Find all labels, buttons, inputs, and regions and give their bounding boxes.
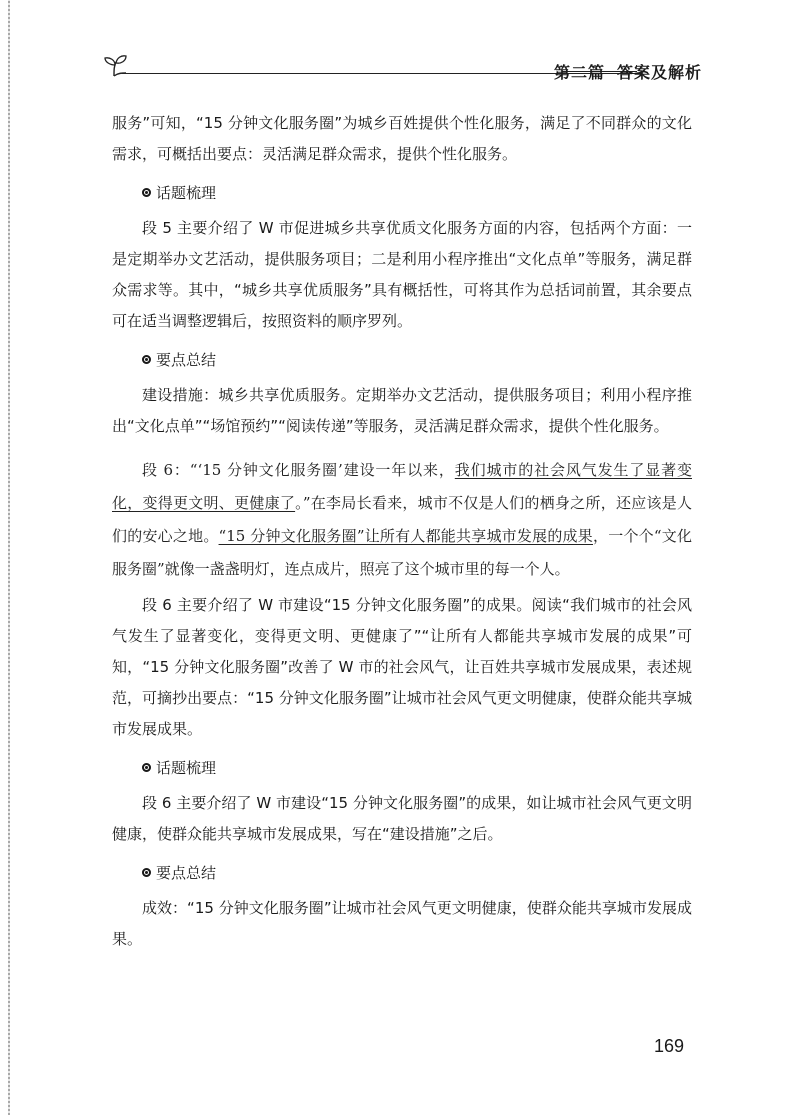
binding-edge-dots (8, 0, 10, 1115)
section-heading (112, 858, 692, 889)
paragraph: 建设措施：城乡共享优质服务。定期举办文艺活动，提供服务项目；利用小程序推出“文化点单”“场馆预约”“阅读传递”等服务，灵活满足群众需求，提供个性化服务。 (112, 386, 692, 435)
paragraph: 段 6 主要介绍了 W 市建设“15 分钟文化服务圈”的成果，如让城市社会风气更文明健康，使群众能共享城市发展成果，写在“建设措施”之后。 (112, 794, 692, 843)
heading-text: 话题梳理 (156, 184, 217, 202)
source-quote (112, 454, 692, 586)
section-heading (112, 345, 692, 376)
sprout-icon (100, 52, 140, 80)
paragraph: 成效：“15 分钟文化服务圈”让城市社会风气更文明健康，使群众能共享城市发展成果。 (112, 899, 692, 948)
header-part: 第二篇 (553, 63, 605, 82)
quote-underline: 我们城市的社会风气发生了显著变化，变得更文明、更健康了 (112, 461, 692, 512)
quote-text: 段 6：“‘15 分钟文化服务圈’建设一年以来， (142, 461, 455, 479)
paragraph: 段 6 主要介绍了 W 市建设“15 分钟文化服务圈”的成果。阅读“我们城市的社会风气发生了显著变化，变得更文明、更健康了”“让所有人都能共享城市发展的成果”可知，“15 分钟文化服务圈”改善了 W 市的社会风气，让百姓共享城市发展成果，表述规范，可摘抄出要点：“15 分钟文化服务圈”让城市社会风气更文明健康，使群众能共享城市发展成果。 (112, 596, 692, 738)
section-heading (112, 753, 692, 784)
paragraph: 段 5 主要介绍了 W 市促进城乡共享优质文化服务方面的内容，包括两个方面：一是定期举办文艺活动，提供服务项目；二是利用小程序推出“文化点单”等服务，满足群众需求等。其中，“城乡共享优质服务”具有概括性，可将其作为总括词前置，其余要点可在适当调整逻辑后，按照资料的顺序罗列。 (112, 219, 692, 330)
header-title (542, 60, 702, 83)
bullet-icon (142, 868, 151, 877)
quote-underline: “15 分钟文化服务圈”让所有人都能共享城市发展的成果 (218, 527, 594, 545)
page-body (112, 108, 692, 955)
paragraph: 服务”可知，“15 分钟文化服务圈”为城乡百姓提供个性化服务，满足了不同群众的文化需求，可概括出要点：灵活满足群众需求，提供个性化服务。 (112, 114, 692, 163)
bullet-icon (142, 355, 151, 364)
header-section: 答案及解析 (616, 63, 702, 82)
quote-text: ，一个个“文化服务圈”就像一盏盏明灯，连点成片，照亮了这个城市里的每一个人。 (112, 527, 693, 578)
bullet-icon (142, 188, 151, 197)
heading-text: 话题梳理 (156, 759, 217, 777)
heading-text: 要点总结 (156, 351, 217, 369)
running-header (100, 52, 702, 80)
quote-text: 。”在李局长看来，城市不仅是人们的栖身之所，还应该是人们的安心之地。 (112, 494, 692, 545)
page-number: 169 (654, 1036, 685, 1056)
bullet-icon (142, 763, 151, 772)
heading-text: 要点总结 (156, 864, 217, 882)
section-heading (112, 178, 692, 209)
